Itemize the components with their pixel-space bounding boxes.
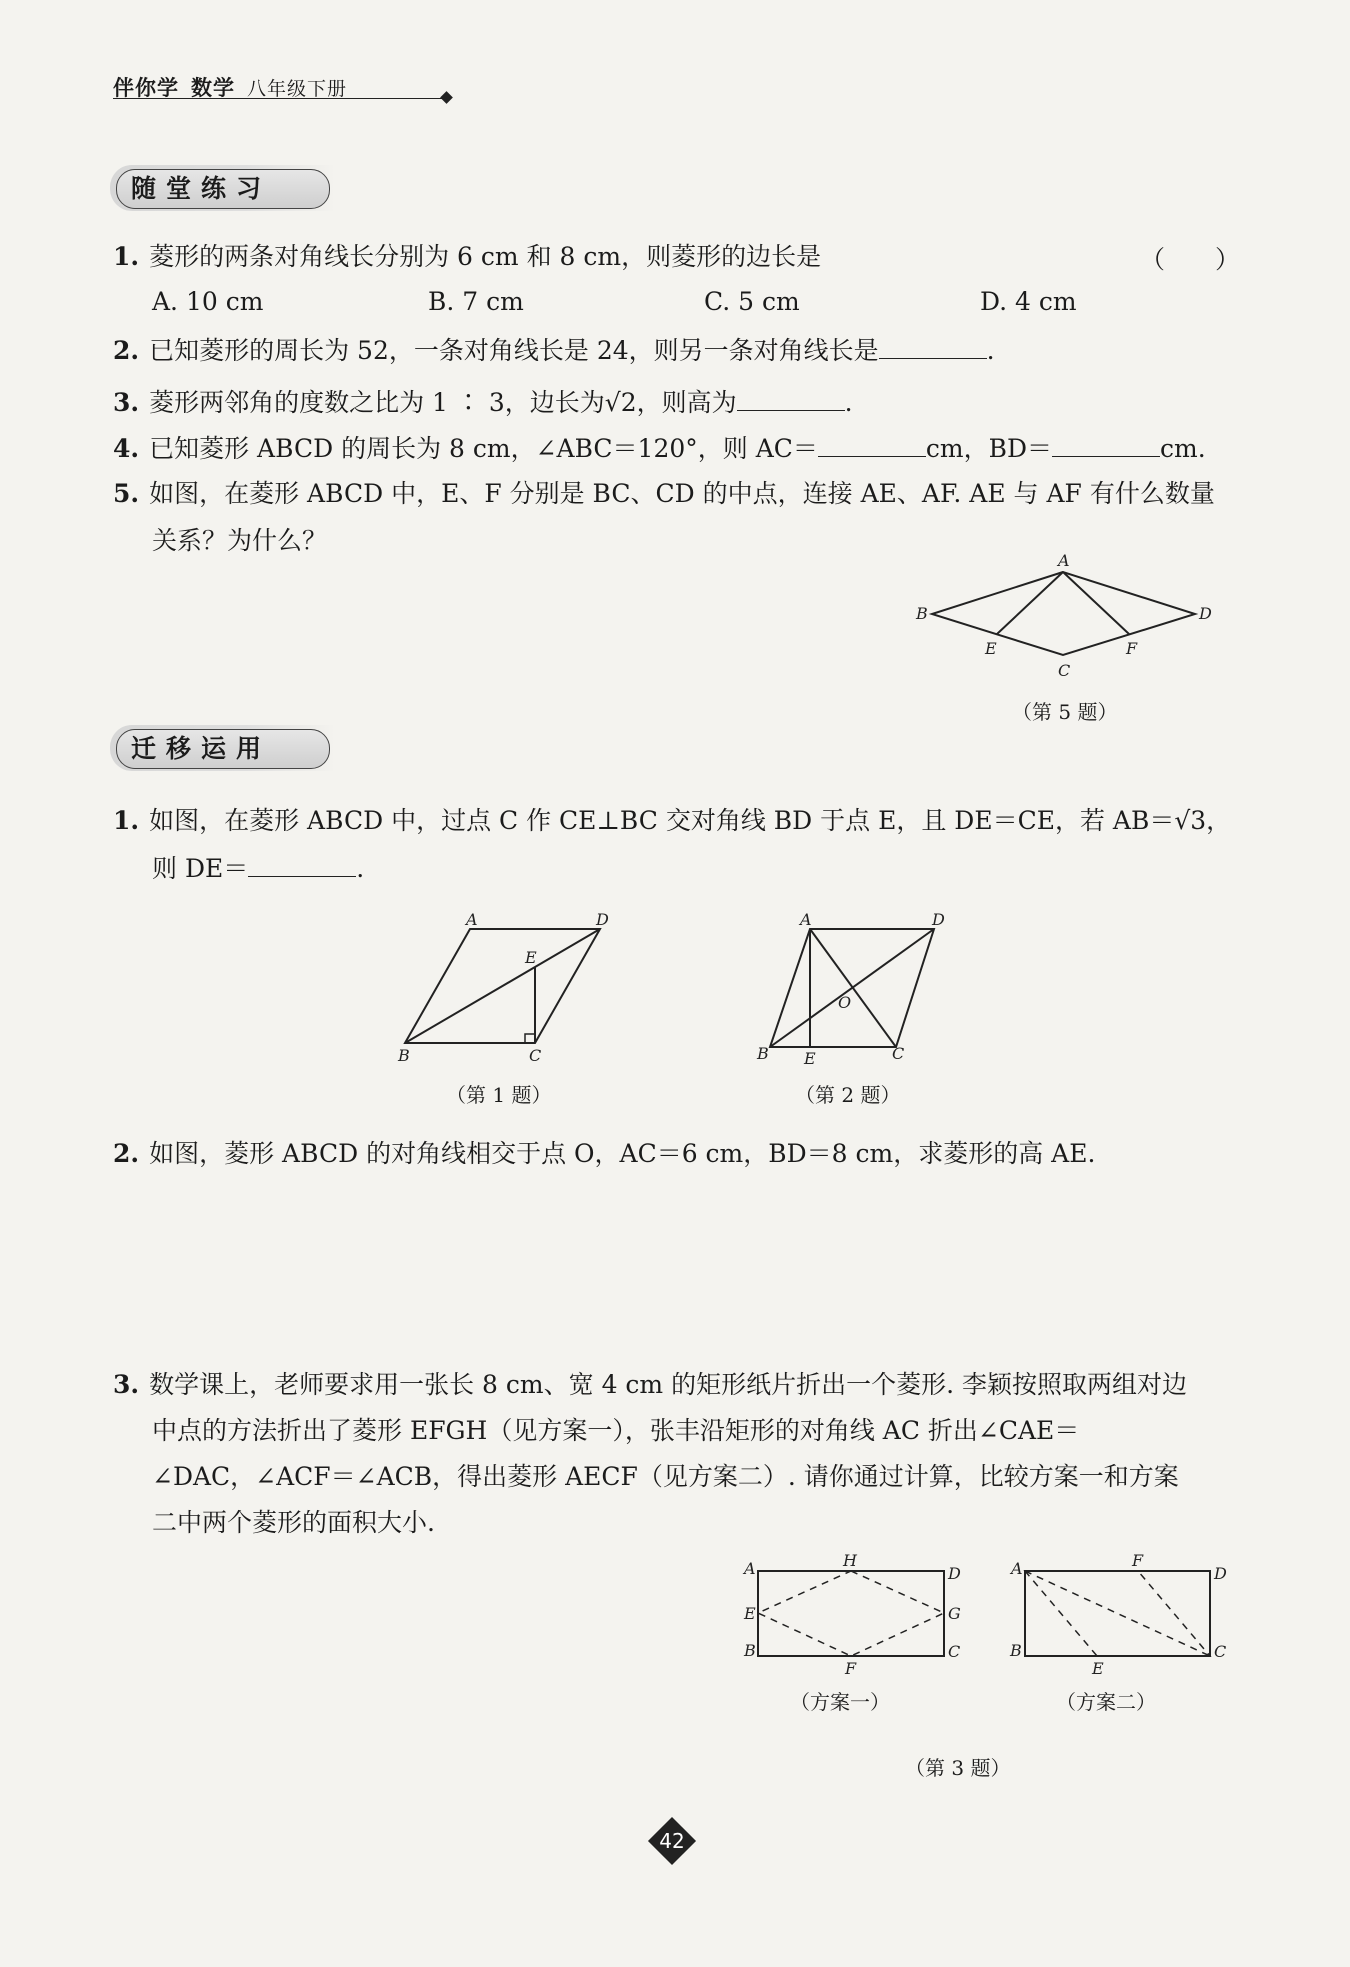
question-text: 已知菱形 ABCD 的周长为 8 cm，∠ABC＝120°，则 AC＝ (149, 434, 818, 463)
label-f: F (845, 1659, 857, 1678)
question-number: 4. (113, 434, 140, 463)
question-text: 已知菱形的周长为 52，一条对角线长是 24，则另一条对角线长是 (149, 336, 879, 365)
header-subject: 数学 (191, 76, 235, 100)
figure-scheme-2 (1025, 1571, 1210, 1656)
figure-caption-q5: （第 5 题） (1012, 700, 1118, 724)
right-angle-mark (525, 1034, 535, 1043)
period: . (986, 336, 995, 365)
label-a: A (466, 910, 478, 929)
scheme-1-caption: （方案一） (790, 1690, 890, 1714)
label-e: E (985, 639, 997, 658)
transfer-q3-line3: ∠DAC，∠ACF＝∠ACB，得出菱形 AECF（见方案二）. 请你通过计算，比较方案一和方案 (152, 1462, 1179, 1491)
label-d: D (932, 910, 945, 929)
question-text: 如图，在菱形 ABCD 中，过点 C 作 CE⊥BC 交对角线 BD 于点 E，且 DE＝CE，若 AB＝√3， (149, 806, 1232, 835)
label-d: D (596, 910, 609, 929)
question-number: 3. (113, 388, 140, 417)
label-e: E (804, 1049, 816, 1068)
answer-parentheses: （ ） (1140, 245, 1241, 274)
label-o: O (838, 993, 852, 1012)
label-a: A (800, 910, 812, 929)
question-number: 3. (113, 1370, 140, 1399)
rectangle-abcd (758, 1571, 944, 1656)
period: . (844, 388, 853, 417)
label-a: A (744, 1559, 756, 1578)
label-f: F (1126, 639, 1138, 658)
question-number: 2. (113, 1139, 140, 1168)
label-b: B (744, 1641, 756, 1660)
label-c: C (1214, 1642, 1227, 1661)
label-g: G (948, 1604, 961, 1623)
transfer-q2 (113, 1137, 1095, 1171)
section-title-transfer: 迁移运用 (116, 729, 330, 769)
question-text: 则 DE＝ (152, 854, 249, 883)
transfer-q3-line4: 二中两个菱形的面积大小. (152, 1508, 435, 1537)
label-d: D (948, 1564, 961, 1583)
question-number: 5. (113, 479, 140, 508)
label-b: B (1010, 1641, 1022, 1660)
figure-caption-q1: （第 1 题） (446, 1083, 552, 1107)
question-number: 1. (113, 242, 140, 271)
period: . (356, 854, 365, 883)
diagonal-bd (770, 929, 934, 1047)
page-number: 42 (659, 1829, 685, 1853)
question-text: 如图，菱形 ABCD 的对角线相交于点 O，AC＝6 cm，BD＝8 cm，求菱形的高 AE. (149, 1139, 1096, 1168)
question-text: 数学课上，老师要求用一张长 8 cm、宽 4 cm 的矩形纸片折出一个菱形. 李颖按照取两组对边 (149, 1370, 1187, 1399)
option-d: D. 4 cm (980, 287, 1077, 316)
scheme-2-caption: （方案二） (1056, 1690, 1156, 1714)
transfer-q1-line1 (113, 804, 1231, 838)
practice-q5-line2: 关系？为什么？ (152, 526, 328, 555)
label-a: A (1058, 551, 1070, 570)
option-c: C. 5 cm (704, 287, 800, 316)
question-text: 菱形的两条对角线长分别为 6 cm 和 8 cm，则菱形的边长是 (149, 242, 822, 271)
label-c: C (1058, 661, 1071, 680)
question-text: cm，BD＝ (925, 434, 1053, 463)
question-number: 1. (113, 806, 140, 835)
segment-af (1063, 572, 1129, 634)
section-title-practice: 随堂练习 (116, 169, 330, 209)
question-text: 如图，在菱形 ABCD 中，E、F 分别是 BC、CD 的中点，连接 AE、AF. AE 与 AF 有什么数量 (149, 479, 1215, 508)
label-c: C (892, 1044, 905, 1063)
figure-transfer-q2 (770, 929, 934, 1047)
label-c: C (529, 1046, 542, 1065)
rhombus-abcd (932, 572, 1195, 655)
header-brand: 伴你学 (113, 76, 179, 100)
header-grade: 八年级下册 (247, 78, 348, 100)
option-a: A. 10 cm (152, 287, 264, 316)
figure-caption-q3: （第 3 题） (905, 1756, 1011, 1780)
figure-scheme-1 (758, 1571, 944, 1656)
answer-blank[interactable] (248, 850, 356, 877)
label-h: H (843, 1551, 857, 1570)
label-f: F (1132, 1551, 1144, 1570)
label-a: A (1011, 1559, 1023, 1578)
label-c: C (948, 1642, 961, 1661)
rhombus-efgh (758, 1571, 944, 1656)
diagonal-bd (405, 929, 600, 1043)
figure-practice-q5 (932, 572, 1195, 655)
label-b: B (757, 1044, 769, 1063)
label-d: D (1199, 604, 1212, 623)
label-e: E (1092, 1659, 1104, 1678)
transfer-q3-line1 (113, 1368, 1187, 1402)
label-b: B (398, 1046, 410, 1065)
segment-ae (997, 572, 1063, 634)
figure-transfer-q1 (405, 929, 600, 1043)
question-text: 菱形两邻角的度数之比为 1 ∶ 3，边长为√2，则高为 (149, 388, 737, 417)
transfer-q3-line2: 中点的方法折出了菱形 EFGH（见方案一），张丰沿矩形的对角线 AC 折出∠CAE＝ (152, 1416, 1080, 1445)
section-banner-transfer (110, 725, 335, 771)
question-text: cm. (1160, 434, 1206, 463)
label-e: E (525, 948, 537, 967)
transfer-q1-line2 (152, 850, 364, 886)
label-b: B (916, 604, 928, 623)
label-d: D (1214, 1564, 1227, 1583)
label-e: E (744, 1604, 756, 1623)
question-number: 2. (113, 336, 140, 365)
option-b: B. 7 cm (428, 287, 524, 316)
diagonal-ac (1025, 1571, 1210, 1656)
figure-caption-q2: （第 2 题） (795, 1083, 901, 1107)
